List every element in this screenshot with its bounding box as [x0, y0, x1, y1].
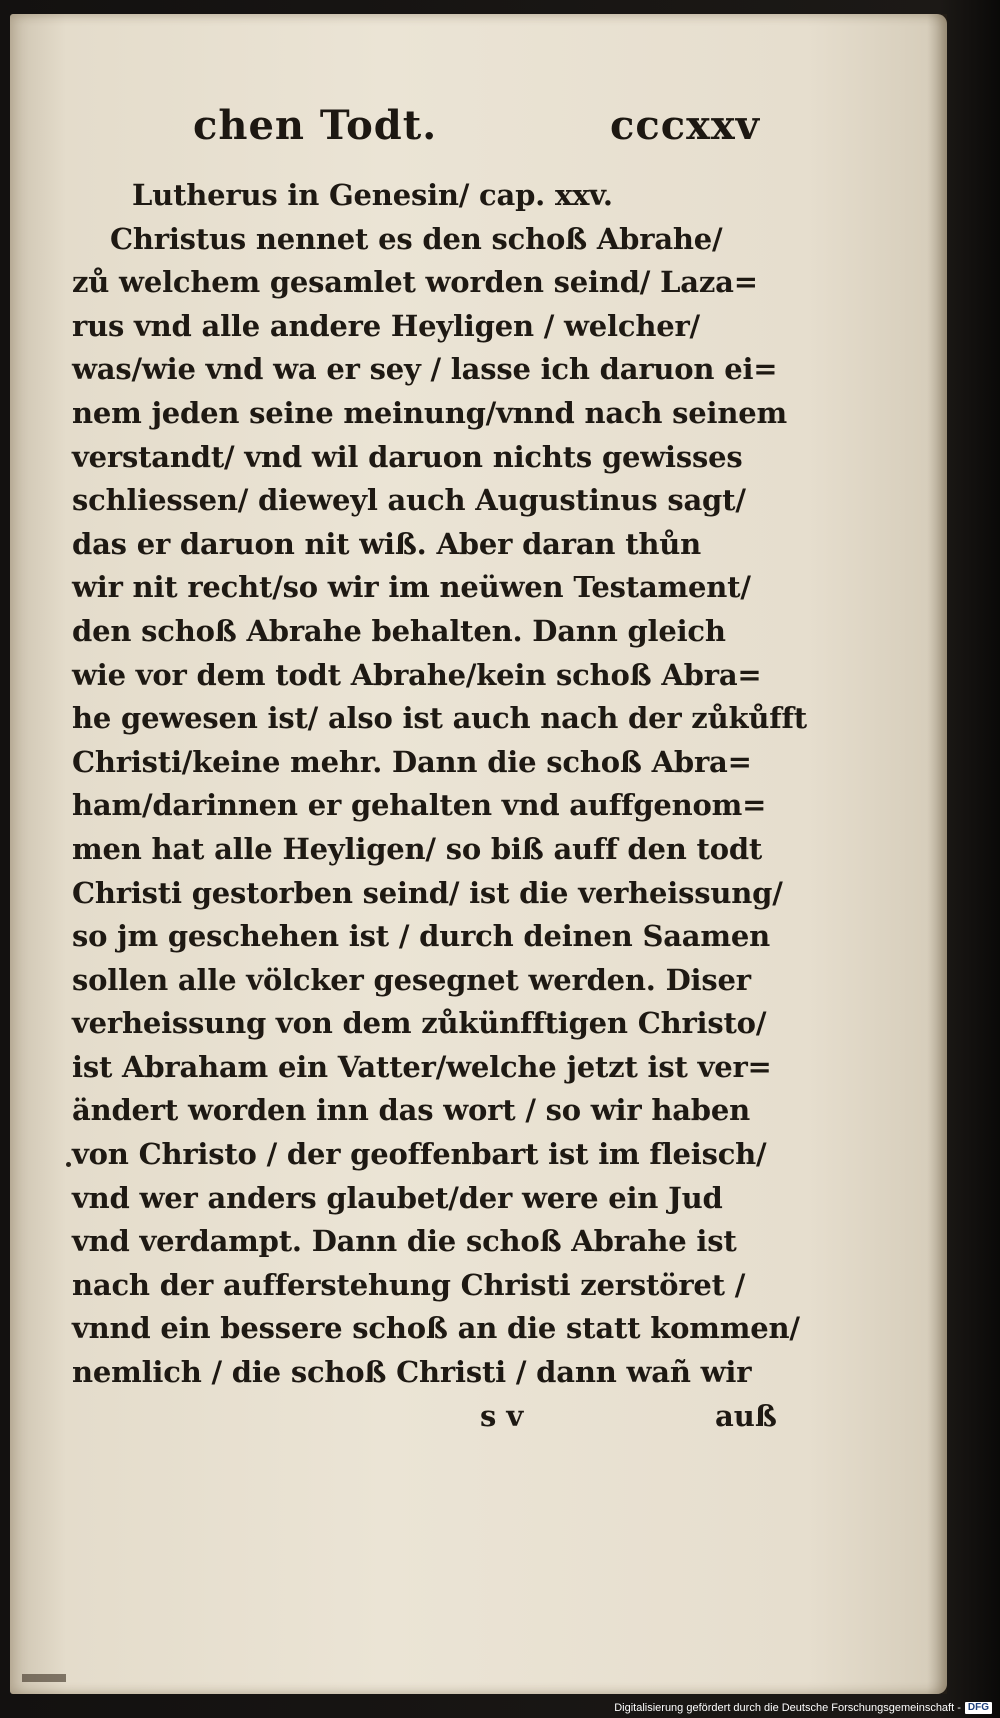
catchword: auß	[715, 1399, 777, 1433]
digitization-credit	[614, 1702, 992, 1714]
text-line: vnd wer anders glaubet/der were ein Jud	[72, 1180, 723, 1215]
text-line: he gewesen ist/ also ist auch nach der zůkůfft	[72, 701, 807, 736]
section-heading: Lutherus in Genesin/ cap. xxv.	[132, 178, 613, 212]
credit-text: Digitalisierung gefördert durch die Deutsche Forschungsgemeinschaft -	[614, 1702, 961, 1714]
text-line: verheissung von dem zůkünfftigen Christo/	[72, 1006, 767, 1041]
text-line: was/wie vnd wa er sey / lasse ich daruon ei=	[72, 352, 778, 387]
text-line: wir nit recht/so wir im neüwen Testament/	[72, 570, 751, 605]
body-text	[72, 174, 807, 1395]
text-line: ist Abraham ein Vatter/welche jetzt ist ver=	[72, 1049, 772, 1084]
text-line: Christi/keine mehr. Dann die schoß Abra=	[72, 744, 752, 779]
text-line: nemlich / die schoß Christi / dann wañ wir	[72, 1355, 752, 1390]
text-line: von Christo / der geoffenbart ist im fleisch/	[72, 1137, 767, 1172]
text-line: nem jeden seine meinung/vnnd nach seinem	[72, 395, 787, 430]
binding-mark	[22, 1674, 66, 1682]
text-line: Christi gestorben seind/ ist die verheissung/	[72, 875, 783, 910]
page-edge-shadow	[927, 14, 947, 1694]
text-line: rus vnd alle andere Heyligen / welcher/	[72, 308, 700, 343]
dfg-logo: DFG	[965, 1702, 992, 1714]
running-head: chen Todt.	[193, 102, 438, 149]
text-line: nach der aufferstehung Christi zerstöret /	[72, 1267, 746, 1302]
text-line: verstandt/ vnd wil daruon nichts gewisses	[72, 439, 743, 474]
text-line: wie vor dem todt Abrahe/kein schoß Abra=	[72, 657, 762, 692]
text-line: das er daruon nit wiß. Aber daran thůn	[72, 526, 702, 561]
text-line: so jm geschehen ist / durch deinen Saamen	[72, 919, 771, 954]
text-line: men hat alle Heyligen/ so biß auff den todt	[72, 831, 763, 866]
text-line: den schoß Abrahe behalten. Dann gleich	[72, 613, 726, 648]
folio-number: cccxxv	[610, 102, 761, 149]
text-line: Christus nennet es den schoß Abrahe/	[110, 221, 723, 256]
text-line: ham/darinnen er gehalten vnd auffgenom=	[72, 788, 767, 823]
text-line: vnnd ein bessere schoß an die statt kommen/	[72, 1311, 800, 1346]
signature-mark: s v	[480, 1399, 524, 1433]
text-line: zů welchem gesamlet worden seind/ Laza=	[72, 265, 758, 300]
text-line: vnd verdampt. Dann die schoß Abrahe ist	[72, 1224, 737, 1259]
text-line: schliessen/ dieweyl auch Augustinus sagt/	[72, 483, 746, 518]
book-page	[10, 14, 947, 1694]
text-line: ändert worden inn das wort / so wir haben	[72, 1093, 751, 1128]
margin-ink-dot	[66, 1162, 71, 1167]
text-line: sollen alle völcker gesegnet werden. Diser	[72, 962, 751, 997]
